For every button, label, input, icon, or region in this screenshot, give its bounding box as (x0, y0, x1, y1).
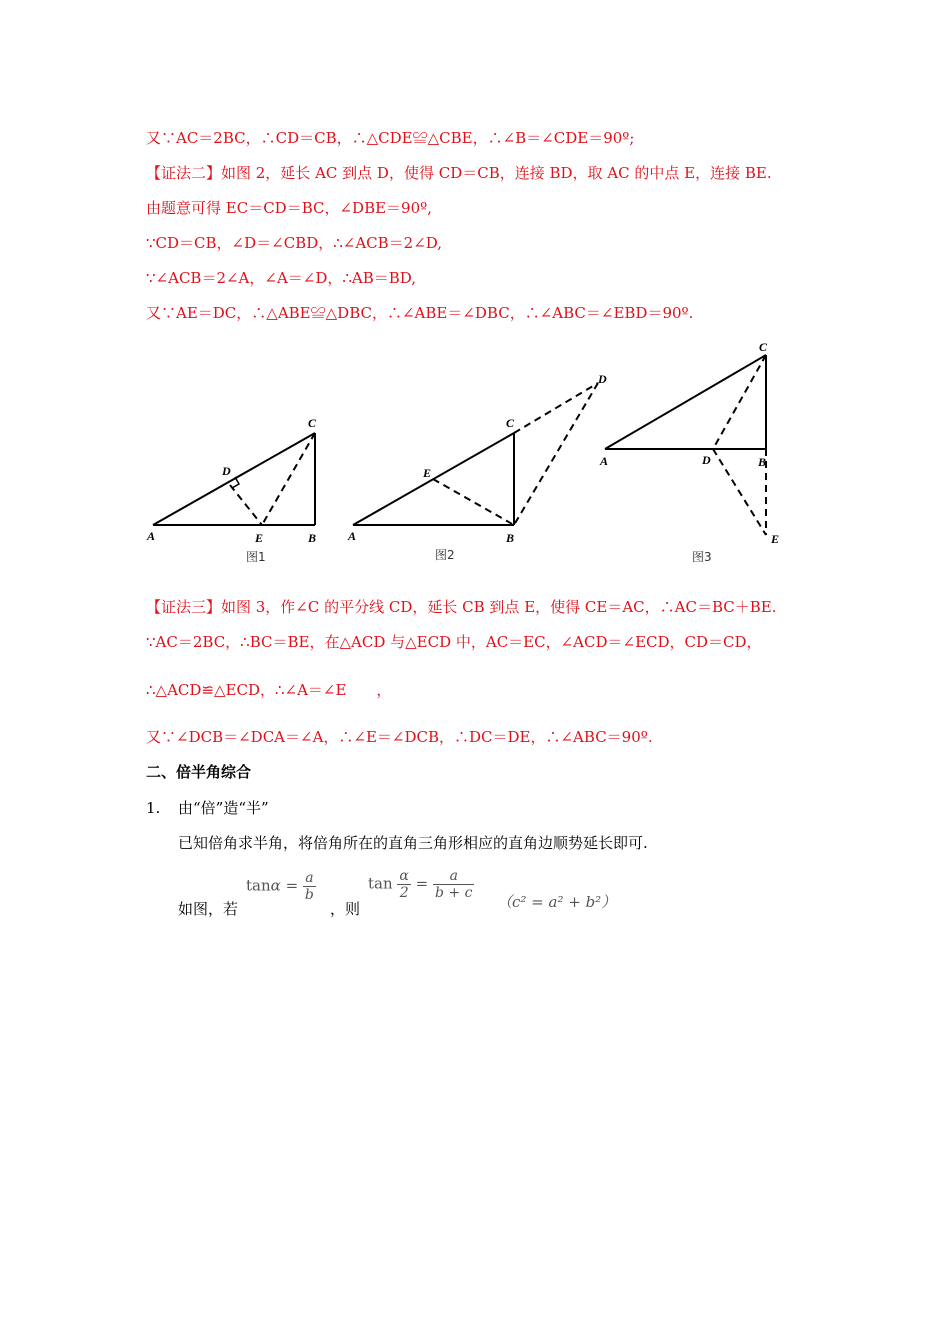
example-prefix: 如图，若 (178, 900, 239, 918)
fig1-label-a: A (147, 529, 156, 543)
fig2-label-b: B (506, 531, 515, 545)
fraction-a-over-b (303, 870, 316, 903)
figure-1 (140, 405, 340, 550)
fig3-caption: 图3 (692, 550, 712, 564)
pythagorean-note: （c² = a² + b²） (497, 893, 617, 911)
fig3-label-b: B (758, 455, 767, 469)
fig2-label-e: E (423, 466, 432, 480)
fig2-label-a: A (348, 529, 357, 543)
fig3-label-d: D (702, 453, 711, 467)
tan-text: tan (368, 874, 393, 893)
proof-line-4: ∵CD＝CB，∠D＝∠CBD，∴∠ACB＝2∠D, (146, 234, 443, 252)
fraction-numerator: a (433, 868, 474, 885)
proof-line-8: ∵AC＝2BC，∴BC＝BE，在△ACD 与△ECD 中，AC＝EC，∠ACD＝∠ECD，CD＝CD， (146, 633, 762, 651)
formula-tan-half-alpha (368, 868, 474, 901)
fig3-label-e: E (771, 532, 780, 546)
equals-sign: = (415, 874, 429, 893)
fig1-caption: 图1 (246, 550, 266, 564)
fig2-caption: 图2 (435, 548, 455, 562)
figure-3 (595, 335, 795, 550)
fraction-denominator: 2 (399, 885, 409, 901)
fig3-label-c: C (759, 340, 768, 354)
proof-line-10: 又∵∠DCB＝∠DCA＝∠A，∴∠E＝∠DCB，∴DC＝DE，∴∠ABC＝90º. (146, 728, 653, 746)
fig3-label-a: A (600, 454, 609, 468)
proof-line-9: ∴△ACD≌△ECD，∴∠A＝∠E ， (146, 681, 392, 699)
tan-text: tan (246, 876, 271, 895)
fig2-label-d: D (598, 372, 607, 386)
proof-line-5: ∵∠ACB＝2∠A，∠A＝∠D，∴AB＝BD, (146, 269, 417, 287)
fraction-denominator: b + c (435, 885, 473, 901)
fraction-numerator: α (399, 868, 409, 884)
item-number: 1. (146, 799, 161, 817)
alpha-symbol: α (270, 876, 281, 895)
fraction-alpha-over-2 (397, 868, 410, 901)
proof-line-6: 又∵AE＝DC，∴△ABE≌△DBC，∴∠ABE＝∠DBC，∴∠ABC＝∠EBD＝90º. (146, 304, 694, 322)
fraction-numerator: a (303, 870, 316, 887)
section-heading: 二、倍半角综合 (146, 763, 252, 781)
fig2-label-c: C (506, 416, 515, 430)
equals-sign: = (285, 876, 299, 895)
proof-line-1: 又∵AC＝2BC，∴CD＝CB，∴△CDE≌△CBE，∴∠B＝∠CDE＝90º; (146, 129, 635, 147)
fig1-label-c: C (308, 416, 317, 430)
example-then: ，则 (330, 900, 361, 918)
fraction-denominator: b (304, 887, 314, 903)
formula-tan-alpha (246, 870, 316, 903)
item-title: 由“倍”造“半” (178, 799, 269, 817)
fig1-label-b: B (308, 531, 317, 545)
proof-line-2: 【证法二】如图 2，延长 AC 到点 D，使得 CD＝CB，连接 BD，取 AC 的中点 E，连接 BE. (146, 164, 772, 182)
fraction-a-over-b-plus-c (433, 868, 474, 901)
figure-2 (340, 365, 620, 550)
item-description: 已知倍角求半角，将倍角所在的直角三角形相应的直角边顺势延长即可. (178, 834, 648, 852)
proof-line-7: 【证法三】如图 3，作∠C 的平分线 CD，延长 CB 到点 E，使得 CE＝AC，∴AC＝BC＋BE. (146, 598, 777, 616)
fig1-label-d: D (222, 464, 231, 478)
proof-line-3: 由题意可得 EC＝CD＝BC，∠DBE＝90º, (146, 199, 432, 217)
fig1-label-e: E (255, 531, 264, 545)
